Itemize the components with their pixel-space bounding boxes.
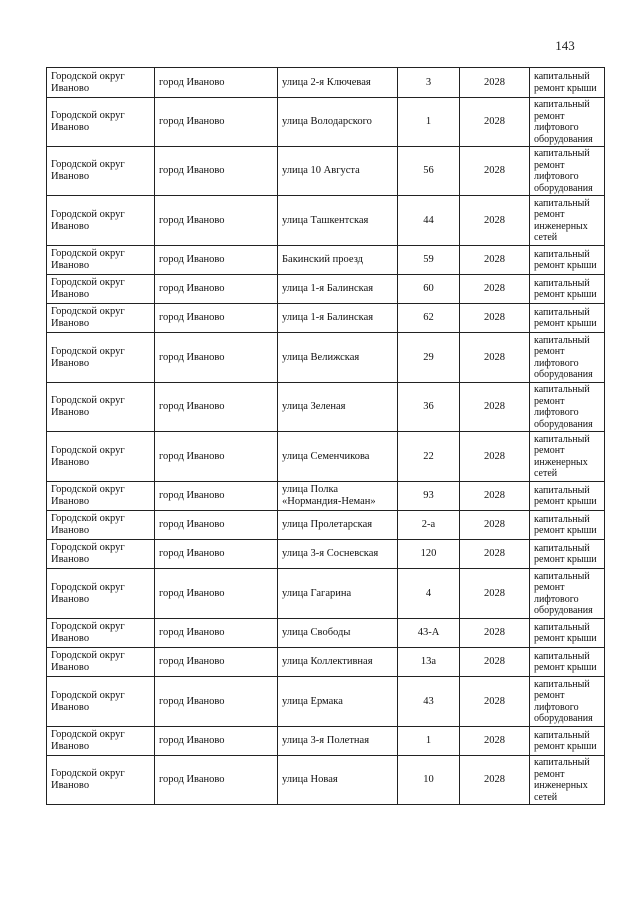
street-cell: улица Полка «Нормандия-Неман» xyxy=(278,482,398,511)
work-type-cell: капитальный ремонт лифтового оборудования xyxy=(530,677,605,727)
table-row xyxy=(47,619,605,648)
year-cell: 2028 xyxy=(460,432,530,482)
work-type-cell: капитальный ремонт лифтового оборудования xyxy=(530,147,605,196)
street-cell: улица Гагарина xyxy=(278,569,398,619)
table-row xyxy=(47,482,605,511)
year-cell: 2028 xyxy=(460,68,530,98)
city-cell: город Иваново xyxy=(155,98,278,147)
district-cell: Городской округ Иваново xyxy=(47,68,155,98)
page-number: 143 xyxy=(555,38,575,53)
year-cell: 2028 xyxy=(460,756,530,805)
city-cell: город Иваново xyxy=(155,569,278,619)
table-row xyxy=(47,569,605,619)
house-cell: 120 xyxy=(398,540,460,569)
work-type-cell: капитальный ремонт крыши xyxy=(530,246,605,275)
street-cell: улица Новая xyxy=(278,756,398,805)
district-cell: Городской округ Иваново xyxy=(47,383,155,432)
district-cell: Городской округ Иваново xyxy=(47,756,155,805)
city-cell: город Иваново xyxy=(155,196,278,246)
house-cell: 36 xyxy=(398,383,460,432)
table-row xyxy=(47,275,605,304)
house-cell: 13а xyxy=(398,648,460,677)
table-row xyxy=(47,383,605,432)
work-type-cell: капитальный ремонт лифтового оборудования xyxy=(530,98,605,147)
district-cell: Городской округ Иваново xyxy=(47,540,155,569)
work-type-cell: капитальный ремонт инженерных сетей xyxy=(530,756,605,805)
house-cell: 43-А xyxy=(398,619,460,648)
work-type-cell: капитальный ремонт лифтового оборудования xyxy=(530,333,605,383)
work-type-cell: капитальный ремонт лифтового оборудования xyxy=(530,569,605,619)
street-cell: улица 1-я Балинская xyxy=(278,304,398,333)
city-cell: город Иваново xyxy=(155,540,278,569)
street-cell: улица Ермака xyxy=(278,677,398,727)
house-cell: 10 xyxy=(398,756,460,805)
street-cell: улица Семенчикова xyxy=(278,432,398,482)
year-cell: 2028 xyxy=(460,482,530,511)
table-row xyxy=(47,147,605,196)
house-cell: 1 xyxy=(398,98,460,147)
year-cell: 2028 xyxy=(460,98,530,147)
street-cell: улица Свободы xyxy=(278,619,398,648)
city-cell: город Иваново xyxy=(155,619,278,648)
street-cell: улица 10 Августа xyxy=(278,147,398,196)
house-cell: 2-а xyxy=(398,511,460,540)
table-row xyxy=(47,756,605,805)
work-type-cell: капитальный ремонт лифтового оборудования xyxy=(530,383,605,432)
year-cell: 2028 xyxy=(460,677,530,727)
city-cell: город Иваново xyxy=(155,511,278,540)
city-cell: город Иваново xyxy=(155,304,278,333)
district-cell: Городской округ Иваново xyxy=(47,619,155,648)
street-cell: улица Велижская xyxy=(278,333,398,383)
house-cell: 44 xyxy=(398,196,460,246)
district-cell: Городской округ Иваново xyxy=(47,196,155,246)
work-type-cell: капитальный ремонт инженерных сетей xyxy=(530,432,605,482)
year-cell: 2028 xyxy=(460,383,530,432)
street-cell: улица 2-я Ключевая xyxy=(278,68,398,98)
work-type-cell: капитальный ремонт крыши xyxy=(530,648,605,677)
year-cell: 2028 xyxy=(460,511,530,540)
year-cell: 2028 xyxy=(460,147,530,196)
district-cell: Городской округ Иваново xyxy=(47,98,155,147)
house-cell: 4 xyxy=(398,569,460,619)
table-row xyxy=(47,246,605,275)
district-cell: Городской округ Иваново xyxy=(47,333,155,383)
work-type-cell: капитальный ремонт крыши xyxy=(530,304,605,333)
district-cell: Городской округ Иваново xyxy=(47,147,155,196)
district-cell: Городской округ Иваново xyxy=(47,648,155,677)
table-row xyxy=(47,304,605,333)
work-type-cell: капитальный ремонт инженерных сетей xyxy=(530,196,605,246)
district-cell: Городской округ Иваново xyxy=(47,482,155,511)
city-cell: город Иваново xyxy=(155,333,278,383)
year-cell: 2028 xyxy=(460,246,530,275)
city-cell: город Иваново xyxy=(155,727,278,756)
table-row xyxy=(47,196,605,246)
city-cell: город Иваново xyxy=(155,677,278,727)
house-cell: 3 xyxy=(398,68,460,98)
year-cell: 2028 xyxy=(460,196,530,246)
city-cell: город Иваново xyxy=(155,432,278,482)
house-cell: 60 xyxy=(398,275,460,304)
district-cell: Городской округ Иваново xyxy=(47,304,155,333)
work-type-cell: капитальный ремонт крыши xyxy=(530,727,605,756)
table-row xyxy=(47,727,605,756)
house-cell: 1 xyxy=(398,727,460,756)
table-row xyxy=(47,648,605,677)
district-cell: Городской округ Иваново xyxy=(47,727,155,756)
work-type-cell: капитальный ремонт крыши xyxy=(530,511,605,540)
house-cell: 22 xyxy=(398,432,460,482)
street-cell: улица Володарского xyxy=(278,98,398,147)
street-cell: улица 3-я Сосневская xyxy=(278,540,398,569)
district-cell: Городской округ Иваново xyxy=(47,432,155,482)
year-cell: 2028 xyxy=(460,333,530,383)
city-cell: город Иваново xyxy=(155,482,278,511)
table-row xyxy=(47,511,605,540)
table-row xyxy=(47,98,605,147)
year-cell: 2028 xyxy=(460,727,530,756)
street-cell: улица Коллективная xyxy=(278,648,398,677)
table-row xyxy=(47,677,605,727)
year-cell: 2028 xyxy=(460,275,530,304)
district-cell: Городской округ Иваново xyxy=(47,511,155,540)
district-cell: Городской округ Иваново xyxy=(47,677,155,727)
work-type-cell: капитальный ремонт крыши xyxy=(530,68,605,98)
table-body xyxy=(47,68,605,805)
street-cell: улица Ташкентская xyxy=(278,196,398,246)
city-cell: город Иваново xyxy=(155,68,278,98)
work-type-cell: капитальный ремонт крыши xyxy=(530,540,605,569)
city-cell: город Иваново xyxy=(155,756,278,805)
work-type-cell: капитальный ремонт крыши xyxy=(530,275,605,304)
city-cell: город Иваново xyxy=(155,147,278,196)
house-cell: 62 xyxy=(398,304,460,333)
district-cell: Городской округ Иваново xyxy=(47,246,155,275)
house-cell: 43 xyxy=(398,677,460,727)
house-cell: 93 xyxy=(398,482,460,511)
table-row xyxy=(47,68,605,98)
work-type-cell: капитальный ремонт крыши xyxy=(530,482,605,511)
table-row xyxy=(47,432,605,482)
street-cell: улица Пролетарская xyxy=(278,511,398,540)
year-cell: 2028 xyxy=(460,619,530,648)
street-cell: улица Зеленая xyxy=(278,383,398,432)
house-cell: 29 xyxy=(398,333,460,383)
house-cell: 56 xyxy=(398,147,460,196)
city-cell: город Иваново xyxy=(155,246,278,275)
house-cell: 59 xyxy=(398,246,460,275)
city-cell: город Иваново xyxy=(155,383,278,432)
city-cell: город Иваново xyxy=(155,648,278,677)
repair-schedule-table xyxy=(46,67,605,805)
year-cell: 2028 xyxy=(460,569,530,619)
table-row xyxy=(47,540,605,569)
year-cell: 2028 xyxy=(460,540,530,569)
street-cell: Бакинский проезд xyxy=(278,246,398,275)
city-cell: город Иваново xyxy=(155,275,278,304)
district-cell: Городской округ Иваново xyxy=(47,275,155,304)
street-cell: улица 3-я Полетная xyxy=(278,727,398,756)
table-row xyxy=(47,333,605,383)
year-cell: 2028 xyxy=(460,648,530,677)
district-cell: Городской округ Иваново xyxy=(47,569,155,619)
street-cell: улица 1-я Балинская xyxy=(278,275,398,304)
year-cell: 2028 xyxy=(460,304,530,333)
work-type-cell: капитальный ремонт крыши xyxy=(530,619,605,648)
